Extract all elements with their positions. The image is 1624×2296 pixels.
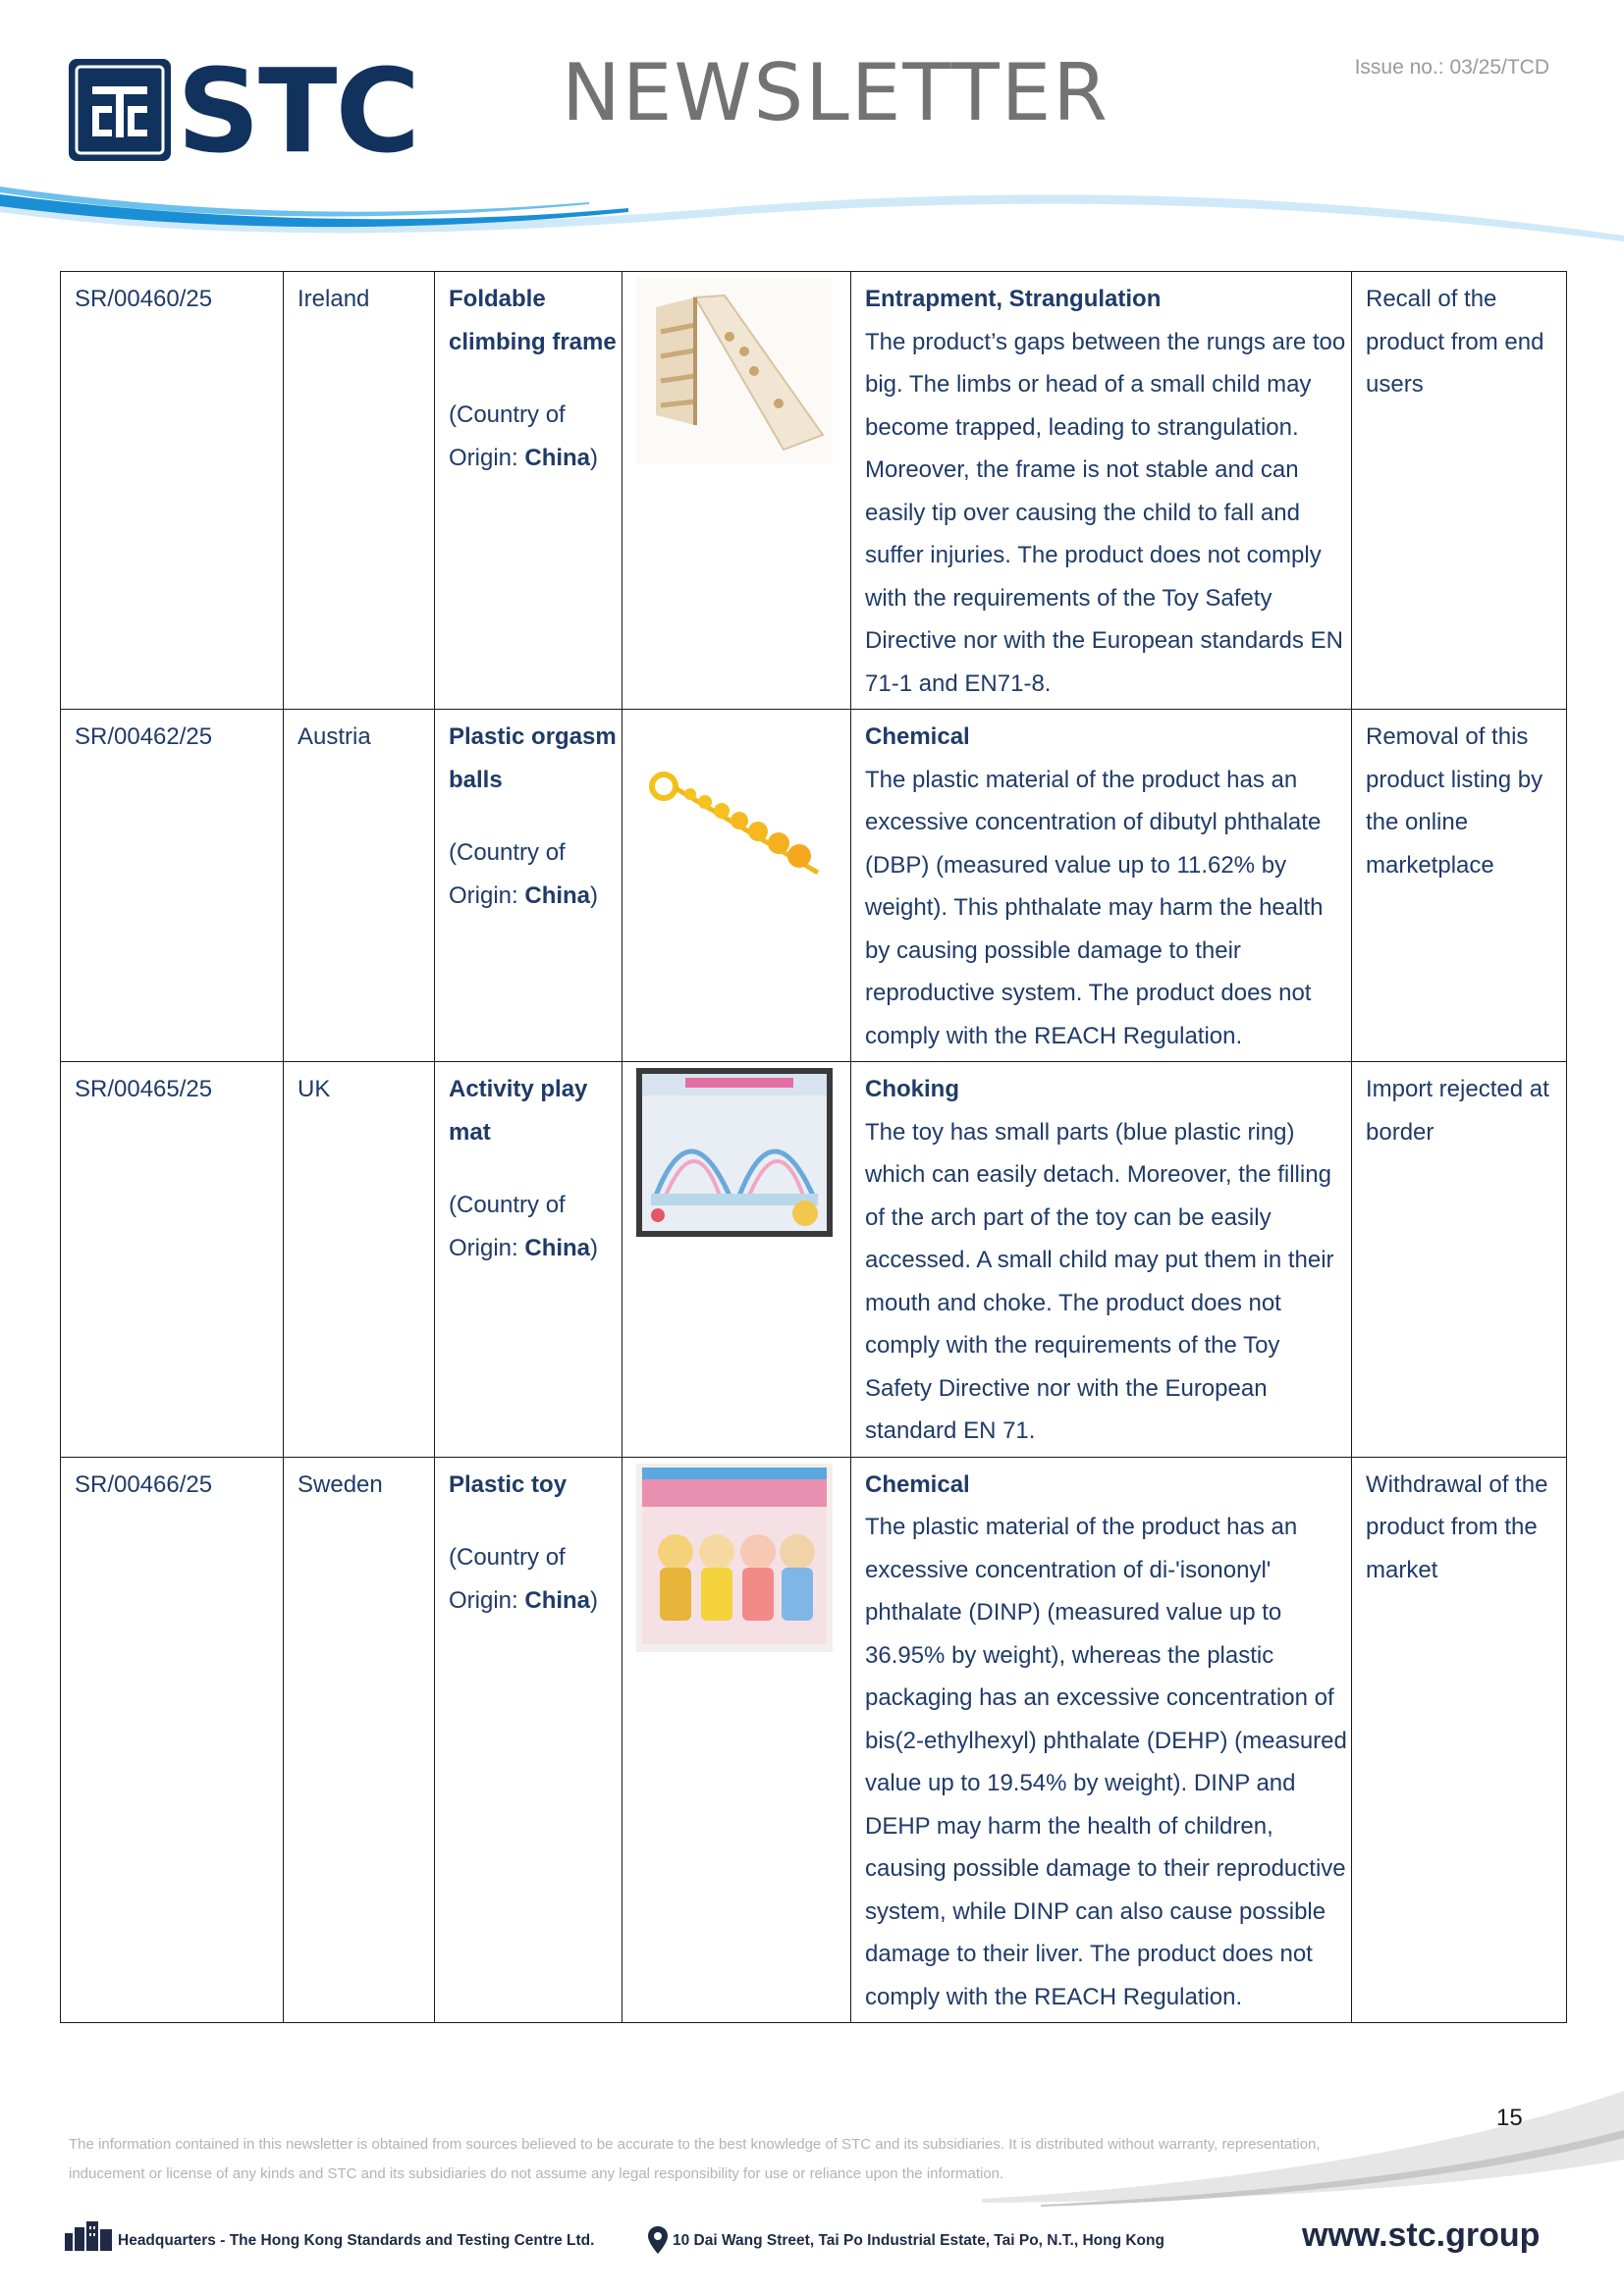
product-name: Plastic orgasm balls [449,723,617,793]
risk-title: Entrapment, Strangulation [865,286,1162,312]
origin-text: (Country of Origin: China) [449,401,599,471]
recall-table [60,271,1567,2023]
address-text: 10 Dai Wang Street, Tai Po Industrial Estate, Tai Po, N.T., Hong Kong [673,2232,1164,2249]
country-cell: Sweden [284,1457,435,2023]
page-number: 15 [1496,2105,1523,2131]
disclaimer-text: The information contained in this newsletter is obtained from sources believed to be accurate to the best knowledge of STC and its subsidiaries. It is distributed without warranty, representation, inducement or license of any kinds and STC and its subsidiaries do not assume any legal responsibility for use or reliance upon the information. [69,2136,1321,2182]
risk-description: The plastic material of the product has an excessive concentration of dibutyl phthalate (DBP) (measured value up to 11.62% by weight). This phthalate may harm the health by causing possible damage to their reproductive system. The product does not comply with the REACH Regulation. [865,766,1324,1049]
table-row [61,1062,1567,1458]
website-link[interactable]: www.stc.group [1302,2216,1541,2254]
risk-description: The plastic material of the product has an excessive concentration of di-'isononyl' phthalate (DINP) (measured value up to 36.95% by weight), whereas the plastic packaging has an excessive concentration of bis(2-ethylhexyl) phthalate (DEHP) (measured value up to 19.54% by weight). DINP and DEHP may harm the health of children, causing possible damage to their reproductive system, while DINP can also cause possible damage to their liver. The product does not comply with the REACH Regulation. [865,1514,1347,2010]
measure-cell: Withdrawal of the product from the market [1352,1457,1567,2023]
risk-description: The product’s gaps between the rungs are too big. The limbs or head of a small child may become trapped, leading to strangulation. Moreover, the frame is not stable and can easily tip over causing the child to fall and suffer injuries. The product does not comply with the requirements of the Toy Safety Directive nor with the European standards EN 71-1 and EN71-8. [865,328,1346,697]
country-cell: Austria [284,710,435,1062]
yellow-plastic-balls-image [636,716,833,902]
risk-cell [851,1062,1352,1458]
risk-description: The toy has small parts (blue plastic ring) which can easily detach. Moreover, the filling of the arch part of the toy can be easily accessed. A small child may put them in their mouth and choke. The product does not comply with the requirements of the Toy Safety Directive nor with the European standard EN 71. [865,1118,1334,1444]
measure-cell: Import rejected at border [1352,1062,1567,1458]
product-name: Foldable climbing frame [449,286,617,355]
risk-title: Chemical [865,723,970,750]
image-cell [623,272,851,710]
risk-cell [851,272,1352,710]
image-cell [623,1062,851,1458]
building-icon [65,2221,114,2251]
stc-logo-text: STC [177,43,419,179]
product-cell [435,710,623,1062]
measure-cell: Removal of this product listing by the online marketplace [1352,710,1567,1062]
product-cell [435,1062,623,1458]
headquarters-text: Headquarters - The Hong Kong Standards and Testing Centre Ltd. [118,2232,595,2249]
stc-logo-mark-icon [67,57,173,163]
product-cell [435,1457,623,2023]
page-footer [0,2216,1624,2275]
reference-cell: SR/00462/25 [61,710,284,1062]
table-row [61,710,1567,1062]
location-pin-icon [648,2226,668,2254]
origin-text: (Country of Origin: China) [449,1544,599,1614]
product-cell [435,272,623,710]
risk-cell [851,1457,1352,2023]
reference-cell: SR/00460/25 [61,272,284,710]
risk-title: Choking [865,1076,959,1102]
product-name: Plastic toy [449,1470,568,1498]
country-cell: Ireland [284,272,435,710]
activity-play-mat-box-image [636,1068,833,1237]
plastic-finger-puppets-image [636,1464,833,1652]
header-swoosh [0,177,1624,255]
newsletter-title: NEWSLETTER [562,47,1110,138]
table-row [61,1457,1567,2023]
image-cell [623,710,851,1062]
wooden-climbing-frame-image [636,278,833,464]
reference-cell: SR/00466/25 [61,1457,284,2023]
image-cell [623,1457,851,2023]
risk-title: Chemical [865,1470,970,1498]
product-name: Activity play mat [449,1076,588,1146]
reference-cell: SR/00465/25 [61,1062,284,1458]
table-row [61,272,1567,710]
issue-number: Issue no.: 03/25/TCD [1354,56,1549,79]
origin-text: (Country of Origin: China) [449,839,599,909]
stc-logo [67,43,469,179]
page-header [0,0,1624,255]
measure-cell: Recall of the product from end users [1352,272,1567,710]
risk-cell [851,710,1352,1062]
country-cell: UK [284,1062,435,1458]
origin-text: (Country of Origin: China) [449,1192,599,1261]
